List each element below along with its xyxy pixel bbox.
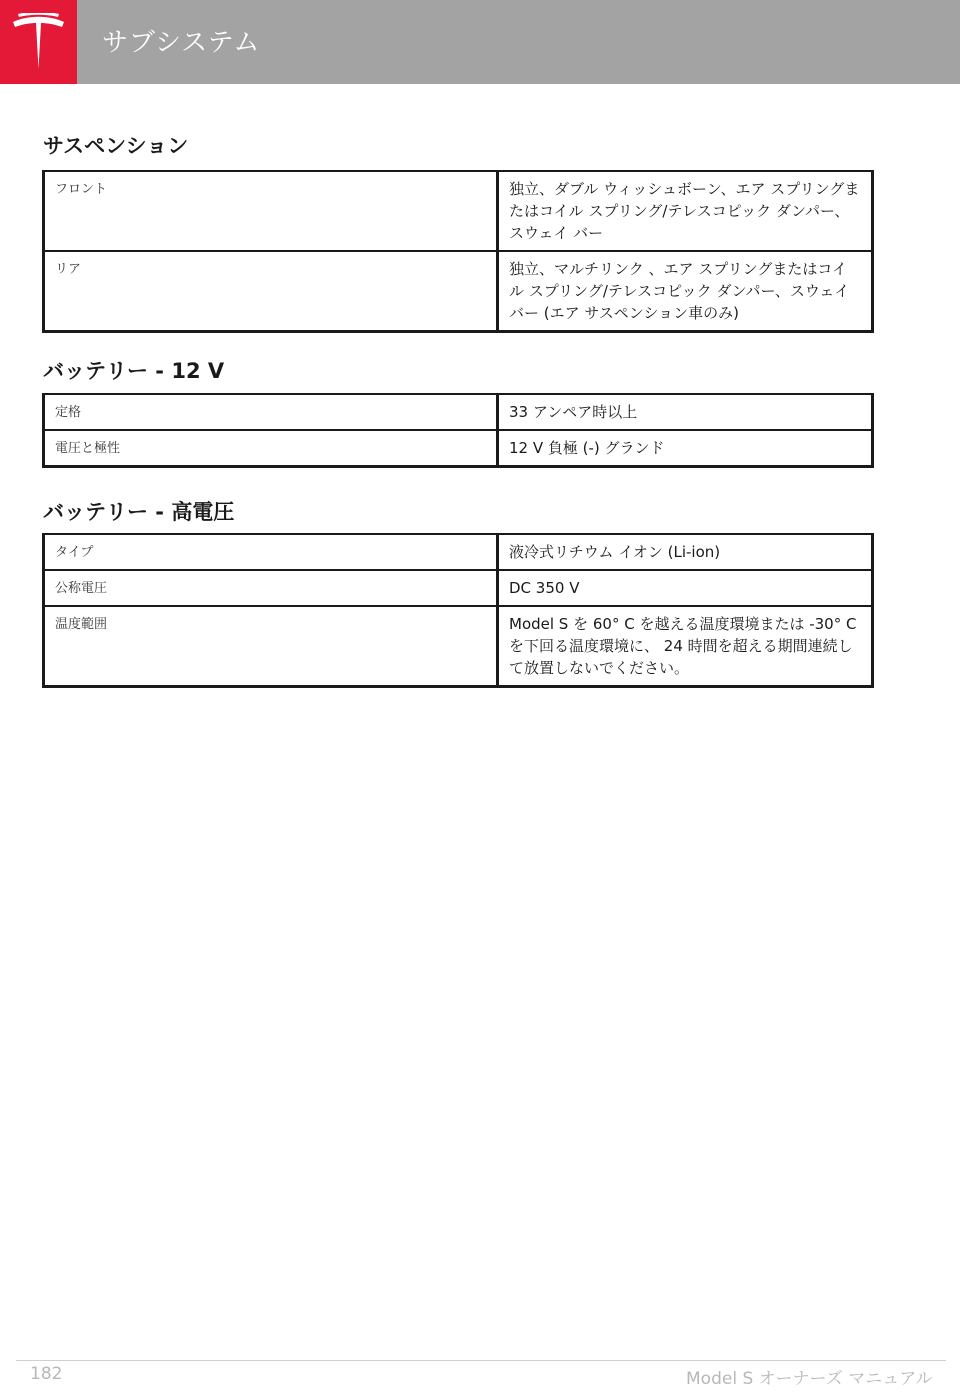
footer-divider [16, 1360, 946, 1361]
section-title-battery-12v: バッテリー - 12 V [43, 359, 225, 383]
footer-manual-title: Model S オーナーズ マニュアル [686, 1369, 933, 1389]
spec-label: 公称電圧 [44, 570, 498, 606]
spec-value: 独立、マルチリンク 、エア スプリングまたはコイル スプリング/テレスコピック ダンパー、スウェイ バー (エア サスペンション車のみ) [498, 251, 873, 332]
table-row [44, 251, 873, 332]
table-row [44, 534, 873, 570]
spec-value: 液冷式リチウム イオン (Li-ion) [498, 534, 873, 570]
spec-label: リア [44, 251, 498, 332]
spec-label: 温度範囲 [44, 606, 498, 687]
spec-label: 定格 [44, 394, 498, 430]
battery-hv-spec-table [42, 533, 874, 688]
spec-label: タイプ [44, 534, 498, 570]
spec-value: DC 350 V [498, 570, 873, 606]
page-header [0, 0, 960, 84]
section-title-suspension: サスペンション [43, 134, 189, 158]
table-row [44, 394, 873, 430]
spec-label: 電圧と極性 [44, 430, 498, 467]
table-row [44, 430, 873, 467]
table-row [44, 606, 873, 687]
battery-12v-spec-table [42, 393, 874, 468]
spec-value: 独立、ダブル ウィッシュボーン、エア スプリングまたはコイル スプリング/テレスコピック ダンパー、スウェイ バー [498, 171, 873, 251]
tesla-logo-icon [10, 13, 67, 71]
table-row [44, 171, 873, 251]
section-title-battery-high-voltage: バッテリー - 高電圧 [43, 500, 235, 524]
page-number: 182 [30, 1364, 63, 1384]
table-row [44, 570, 873, 606]
spec-value: 33 アンペア時以上 [498, 394, 873, 430]
page-title: サブシステム [102, 28, 261, 58]
spec-value: Model S を 60° C を越える温度環境または -30° C を下回る温度環境に、 24 時間を超える期間連続して放置しないでください。 [498, 606, 873, 687]
spec-label: フロント [44, 171, 498, 251]
spec-value: 12 V 負極 (-) グランド [498, 430, 873, 467]
brand-logo-box [0, 0, 77, 84]
suspension-spec-table [42, 170, 874, 333]
